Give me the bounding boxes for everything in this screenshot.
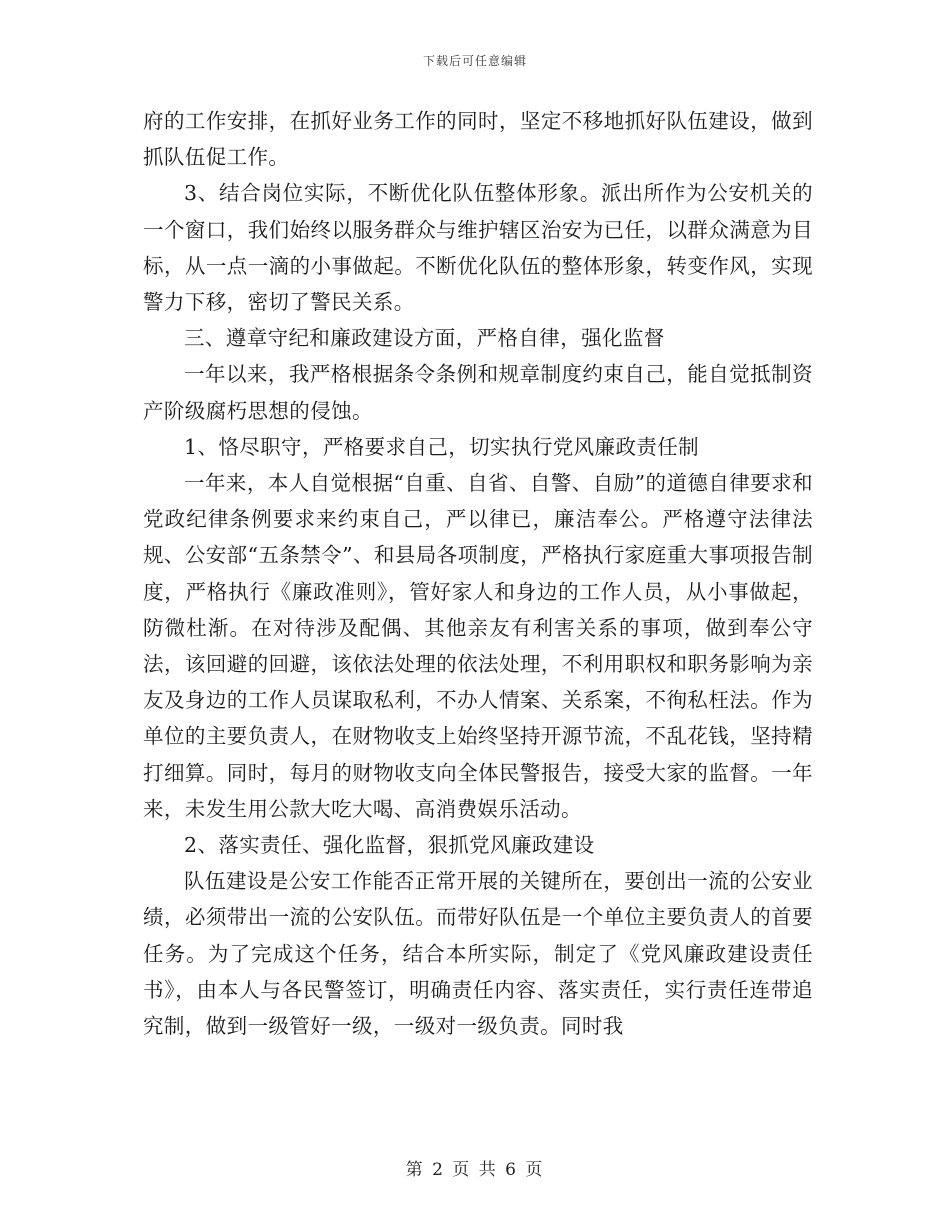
document-body xyxy=(143,103,813,1044)
subheading-1: 1、恪尽职守，严格要求自己，切实执行党风廉政责任制 xyxy=(184,434,700,459)
page-number-footer: 第 2 页 共 6 页 xyxy=(405,1160,545,1180)
paragraph-8: 队伍建设是公安工作能否正常开展的关键所在，要创出一流的公安业绩，必须带出一流的公安队伍。而带好队伍是一个单位主要负责人的首要任务。为了完成这个任务，结合本所实际，制定了《党风廉政建设责任书》，由本人与各民警签订，明确责任内容、落实责任，实行责任连带追究制，做到一级管好一级，一级对一级负责。同时我 xyxy=(143,869,813,1039)
section-heading-3: 三、遵章守纪和廉政建设方面，严格自律，强化监督 xyxy=(184,326,665,351)
subheading-2: 2、落实责任、强化监督，狠抓党风廉政建设 xyxy=(184,833,595,858)
paragraph-6: 一年来，本人自觉根据“自重、自省、自警、自励”的道德自律要求和党政纪律条例要求来约束自己，严以律已，廉洁奉公。严格遵守法律法规、公安部“五条禁令”、和县局各项制度，严格执行家庭重大事项报告制度，严格执行《廉政准则》，管好家人和身边的工作人员，从小事做起，防微杜渐。在对待涉及配偶、其他亲友有利害关系的事项，做到奉公守法，该回避的回避，该依法处理的依法处理，不利用职权和职务影响为亲友及身边的工作人员谋取私利，不办人情案、关系案，不徇私枉法。作为单位的主要负责人，在财物收支上始终坚持开源节流，不乱花钱，坚持精打细算。同时，每月的财物收支向全体民警报告，接受大家的监督。一年来，未发生用公款大吃大喝、高消费娱乐活动。 xyxy=(143,471,813,821)
page-header-note: 下载后可任意编辑 xyxy=(422,54,527,68)
paragraph-1: 府的工作安排，在抓好业务工作的同时，坚定不移地抓好队伍建设，做到抓队伍促工作。 xyxy=(143,109,813,170)
paragraph-4: 一年以来，我严格根据条令条例和规章制度约束自己，能自觉抵制资产阶级腐朽思想的侵蚀。 xyxy=(143,362,813,423)
paragraph-2: 3、结合岗位实际，不断优化队伍整体形象。派出所作为公安机关的一个窗口，我们始终以服务群众与维护辖区治安为已任，以群众满意为目标，从一点一滴的小事做起。不断优化队伍的整体形象，转变作风，实现警力下移，密切了警民关系。 xyxy=(143,181,813,315)
